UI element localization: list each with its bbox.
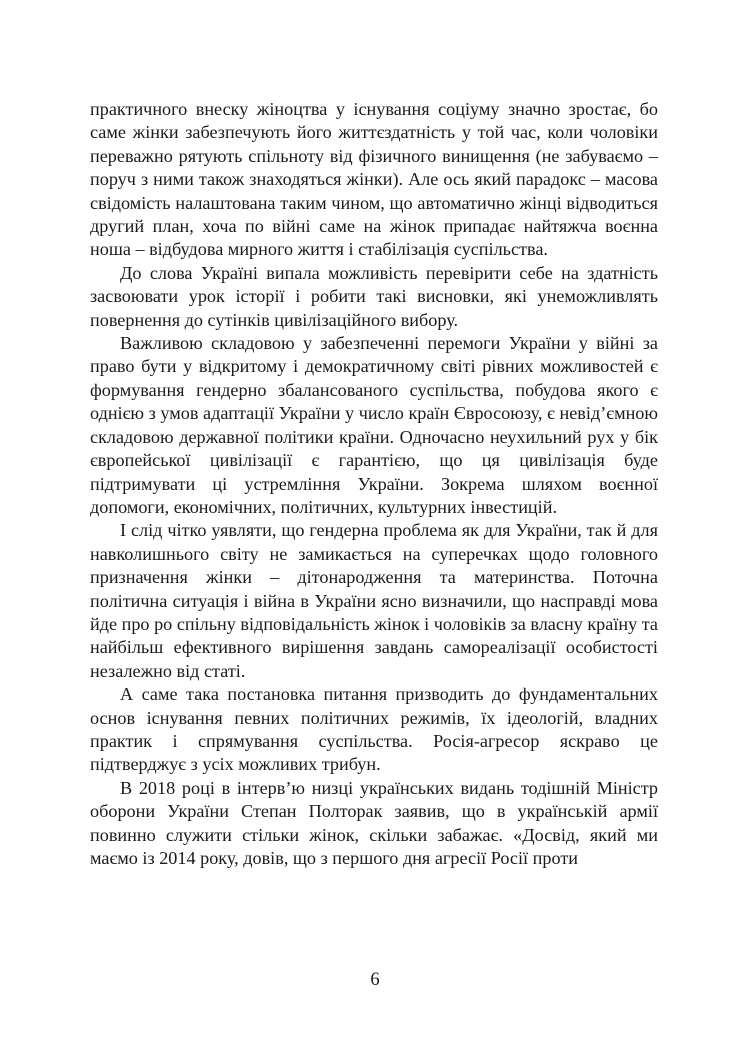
paragraph-1: практичного внеску жіноцтва у існування соціуму значно зростає, бо саме жінки забезпечують його життєздатність у той час, коли чоловіки переважно рятують спільноту від фізичного винищення (не забуваємо – поруч з ними також знаходяться жінки). Але ось який парадокс – масова свідомість налаштована таким чином, що автоматично жінці відводиться другий план, хоча по війні саме на жінок припадає найтяжча воєнна ноша – відбудова мирного життя і стабілізація суспільства. [90, 99, 658, 260]
body-text [90, 98, 658, 870]
page-number: 6 [370, 970, 380, 990]
paragraph-3: Важливою складовою у забезпеченні перемоги України у війні за право бути у відкритому і демократичному світі рівних можливостей є формування гендерно збалансованого суспільства, побудова якого є однією з умов адаптації України у число країн Євросоюзу, є невід’ємною складовою державної політики країни. Одночасно неухильний рух у бік європейської цивілізації є гарантією, що ця цивілізація буде підтримувати ці устремління України. Зокрема шляхом воєнної допомоги, економічних, політичних, культурних інвестицій. [90, 333, 658, 517]
paragraph-2: До слова Україні випала можливість перевірити себе на здатність засвоювати урок історії і робити такі висновки, які унеможливлять повернення до сутінків цивілізаційного вибору. [90, 262, 658, 330]
paragraph-5: А саме така постановка питання призводить до фундаментальних основ існування певних політичних режимів, їх ідеологій, владних практик і спрямування суспільства. Росія-агресор яскраво це підтверджує з усіх можливих трибун. [90, 684, 658, 775]
paragraph-6: В 2018 році в інтерв’ю низці українських видань тодішній Міністр оборони України Степан Полторак заявив, що в українській армії повинно служити стільки жінок, скільки забажає. «Досвід, який ми маємо із 2014 року, довів, що з першого дня агресії Росії проти [90, 777, 658, 868]
paragraph-4: І слід чітко уявляти, що гендерна проблема як для України, так й для навколишнього світу не замикається на суперечках щодо головного призначення жінки – дітонародження та материнства. Поточна політична ситуація і війна в України ясно визначили, що насправді мова йде про ро спільну відповідальність жінок і чоловіків за власну країну та найбільш ефективного вирішення завдань самореалізації особистості незалежно від статі. [90, 520, 658, 681]
